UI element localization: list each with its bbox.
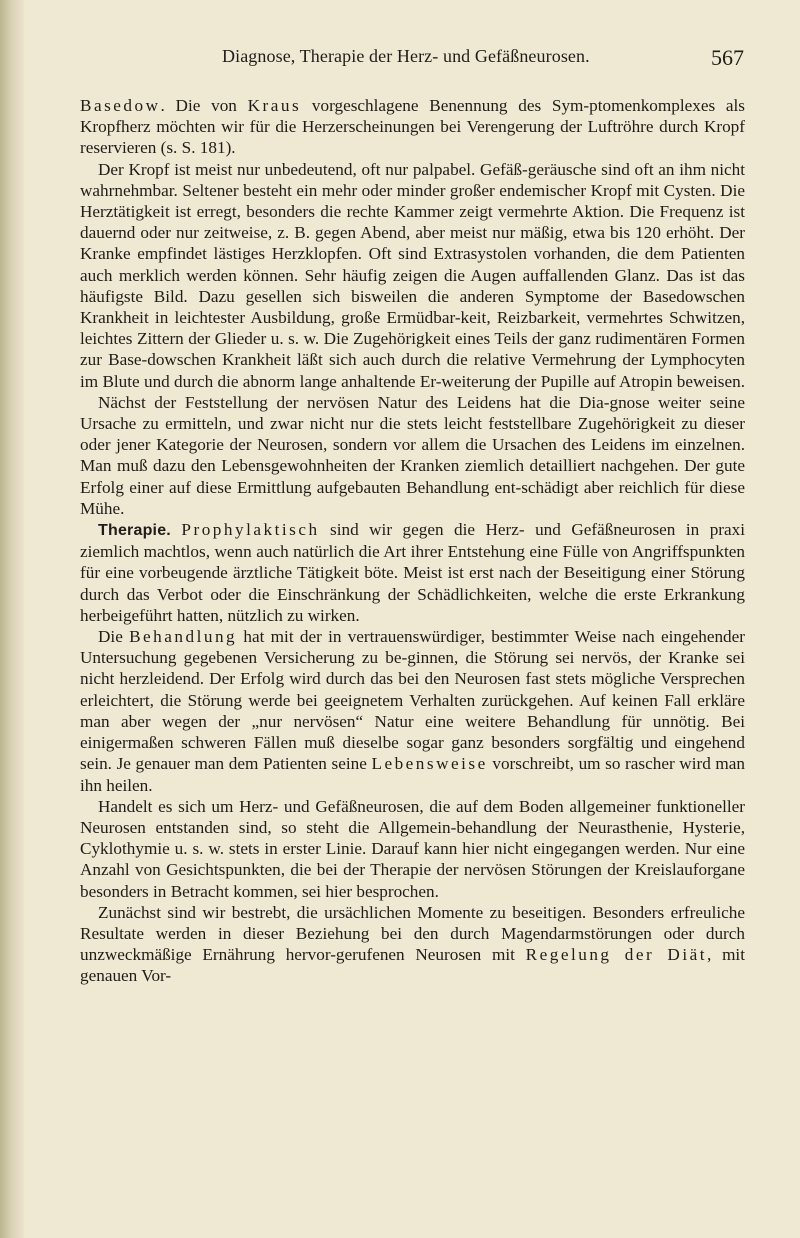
paragraph-text: Nächst der Feststellung der nervösen Natur des Leidens hat die Dia-gnose weiter seine Ursache zu ermitteln, und zwar nicht nur die stets leicht feststellbare Zugehörigkeit zu dieser oder jener Kategorie der Neurosen, sondern vor allem die Ursachen des Leidens im einzelnen. Man muß dazu den Lebensgewohnheiten der Kranken ziemlich detailliert nachgehen. Der gute Erfolg einer auf diese Ermittlung aufgebauten Behandlung ent-schädigt aber reichlich für diese Mühe. <box>80 392 745 518</box>
paragraph-kropf <box>80 159 745 392</box>
section-heading-therapie: Therapie. <box>98 522 171 540</box>
emphasis-regelung-der-diaet: Regelung der Diät <box>525 945 708 965</box>
paragraph-therapie <box>80 519 745 626</box>
paragraph-text: , mit genauen Vor- <box>80 945 745 986</box>
paragraph-allgemeinbehandlung <box>80 796 745 902</box>
running-head-title: Diagnose, Therapie der Herz- und Gefäßneurosen. <box>222 46 590 66</box>
emphasis-prophylaktisch: Prophylaktisch <box>181 520 320 540</box>
emphasis-behandlung: Behandlung <box>129 627 238 647</box>
paragraph-text: Handelt es sich um Herz- und Gefäßneurosen, die auf dem Boden allgemeiner funktioneller Neurosen entstanden sind, so steht die Allgemein-behandlung der Neurasthenie, Hysterie, Cyklothymie u. s. w. stets in erster Linie. Darauf kann hier nicht eingegangen werden. Nur eine Anzahl von Gesichtspunkten, die bei der Therapie der nervösen Störungen der Kreislauforgane besonders in Betracht kommen, sei hier besprochen. <box>80 796 745 901</box>
paragraph-diagnose <box>80 392 745 519</box>
running-head <box>0 46 800 76</box>
paragraph-text: . Die von <box>160 96 248 115</box>
paragraph-text: Zunächst sind wir bestrebt, die ursächlichen Momente zu beseitigen. Besonders erfreuliche Resultate werden in dieser Beziehung bei den durch Magendarmstörungen oder durch unzweckmäßige Ernährung hervor-gerufenen Neurosen mit <box>80 902 745 965</box>
paragraph-behandlung <box>80 626 745 796</box>
paragraph-text: hat mit der in vertrauenswürdiger, bestimmter Weise nach eingehender Untersuchung gegebenen Versicherung zu be-ginnen, die Störung sei nervös, der Kranke sei nicht herzleidend. Der Erfolg wird durch das bei den Neurosen fast stets mögliche Versprechen erleichtert, die Störung werde bei geeignetem Verhalten zurückgehen. Auf keinen Fall erkläre man aber wegen der „nur nervösen“ Natur eine weitere Behandlung für unnötig. Bei einigermaßen schweren Fällen muß dieselbe sogar ganz besonders sorgfältig und eingehend sein. Je genauer man dem Patienten seine <box>80 627 745 774</box>
emphasis-lebensweise: Lebensweise <box>371 754 488 774</box>
emphasis-basedow: Basedow <box>80 96 161 115</box>
paragraph-text: Die <box>98 627 130 647</box>
paragraph-text: vorschreibt, um so rascher wird man ihn heilen. <box>80 754 745 795</box>
page-number: 567 <box>711 45 744 70</box>
paragraph-text: Der Kropf ist meist nur unbedeutend, oft nur palpabel. Gefäß-geräusche sind oft an ihm nicht wahrnehmbar. Seltener besteht ein mehr oder minder großer endemischer Kropf mit Cysten. Die Herztätigkeit ist erregt, besonders die rechte Kammer zeigt vermehrte Aktion. Die Frequenz ist dauernd oder nur zeitweise, z. B. gegen Abend, aber meist nur mäßig, etwa bis 120 erhöht. Der Kranke empfindet lästiges Herzklopfen. Oft sind Extrasystolen vorhanden, die dem Patienten auch merklich werden können. Sehr häufig zeigen die Augen auffallenden Glanz. Das ist das häufigste Bild. Dazu gesellen sich bisweilen die anderen Symptome der Basedowschen Krankheit in leichtester Ausbildung, große Ermüdbar-keit, Reizbarkeit, vermehrtes Schwitzen, leichtes Zittern der Glieder u. s. w. Die Zugehörigkeit eines Teils der ganz rudimentären Formen zur Base-dowschen Krankheit läßt sich auch durch die relative Vermehrung der Lymphocyten im Blute und durch die abnorm lange anhaltende Er-weiterung der Pupille auf Atropin beweisen. <box>80 159 745 391</box>
paragraph-ursachen <box>80 902 745 987</box>
paragraph-basedow-kropfherz <box>80 95 745 159</box>
paragraph-text: vorgeschlagene Benennung des Sym-ptomenkomplexes als Kropfherz möchten wir für die Herzerscheinungen bei Verengerung der Luftröhre durch Kropf reservieren (s. S. 181). <box>80 96 745 158</box>
body-text <box>80 95 745 987</box>
paragraph-text <box>171 520 181 539</box>
paragraph-text: sind wir gegen die Herz- und Gefäßneurosen in praxi ziemlich machtlos, wenn auch natürlich die Art ihrer Entstehung eine Fülle von Angriffspunkten für eine vorbeugende ärztliche Tätigkeit böte. Meist ist erst nach der Beseitigung einer Störung durch das Verbot oder die Einschränkung der Schädlichkeiten, welche die erste Erkrankung herbeigeführt hatten, nützlich zu wirken. <box>80 520 746 625</box>
emphasis-kraus: Kraus <box>247 96 302 115</box>
